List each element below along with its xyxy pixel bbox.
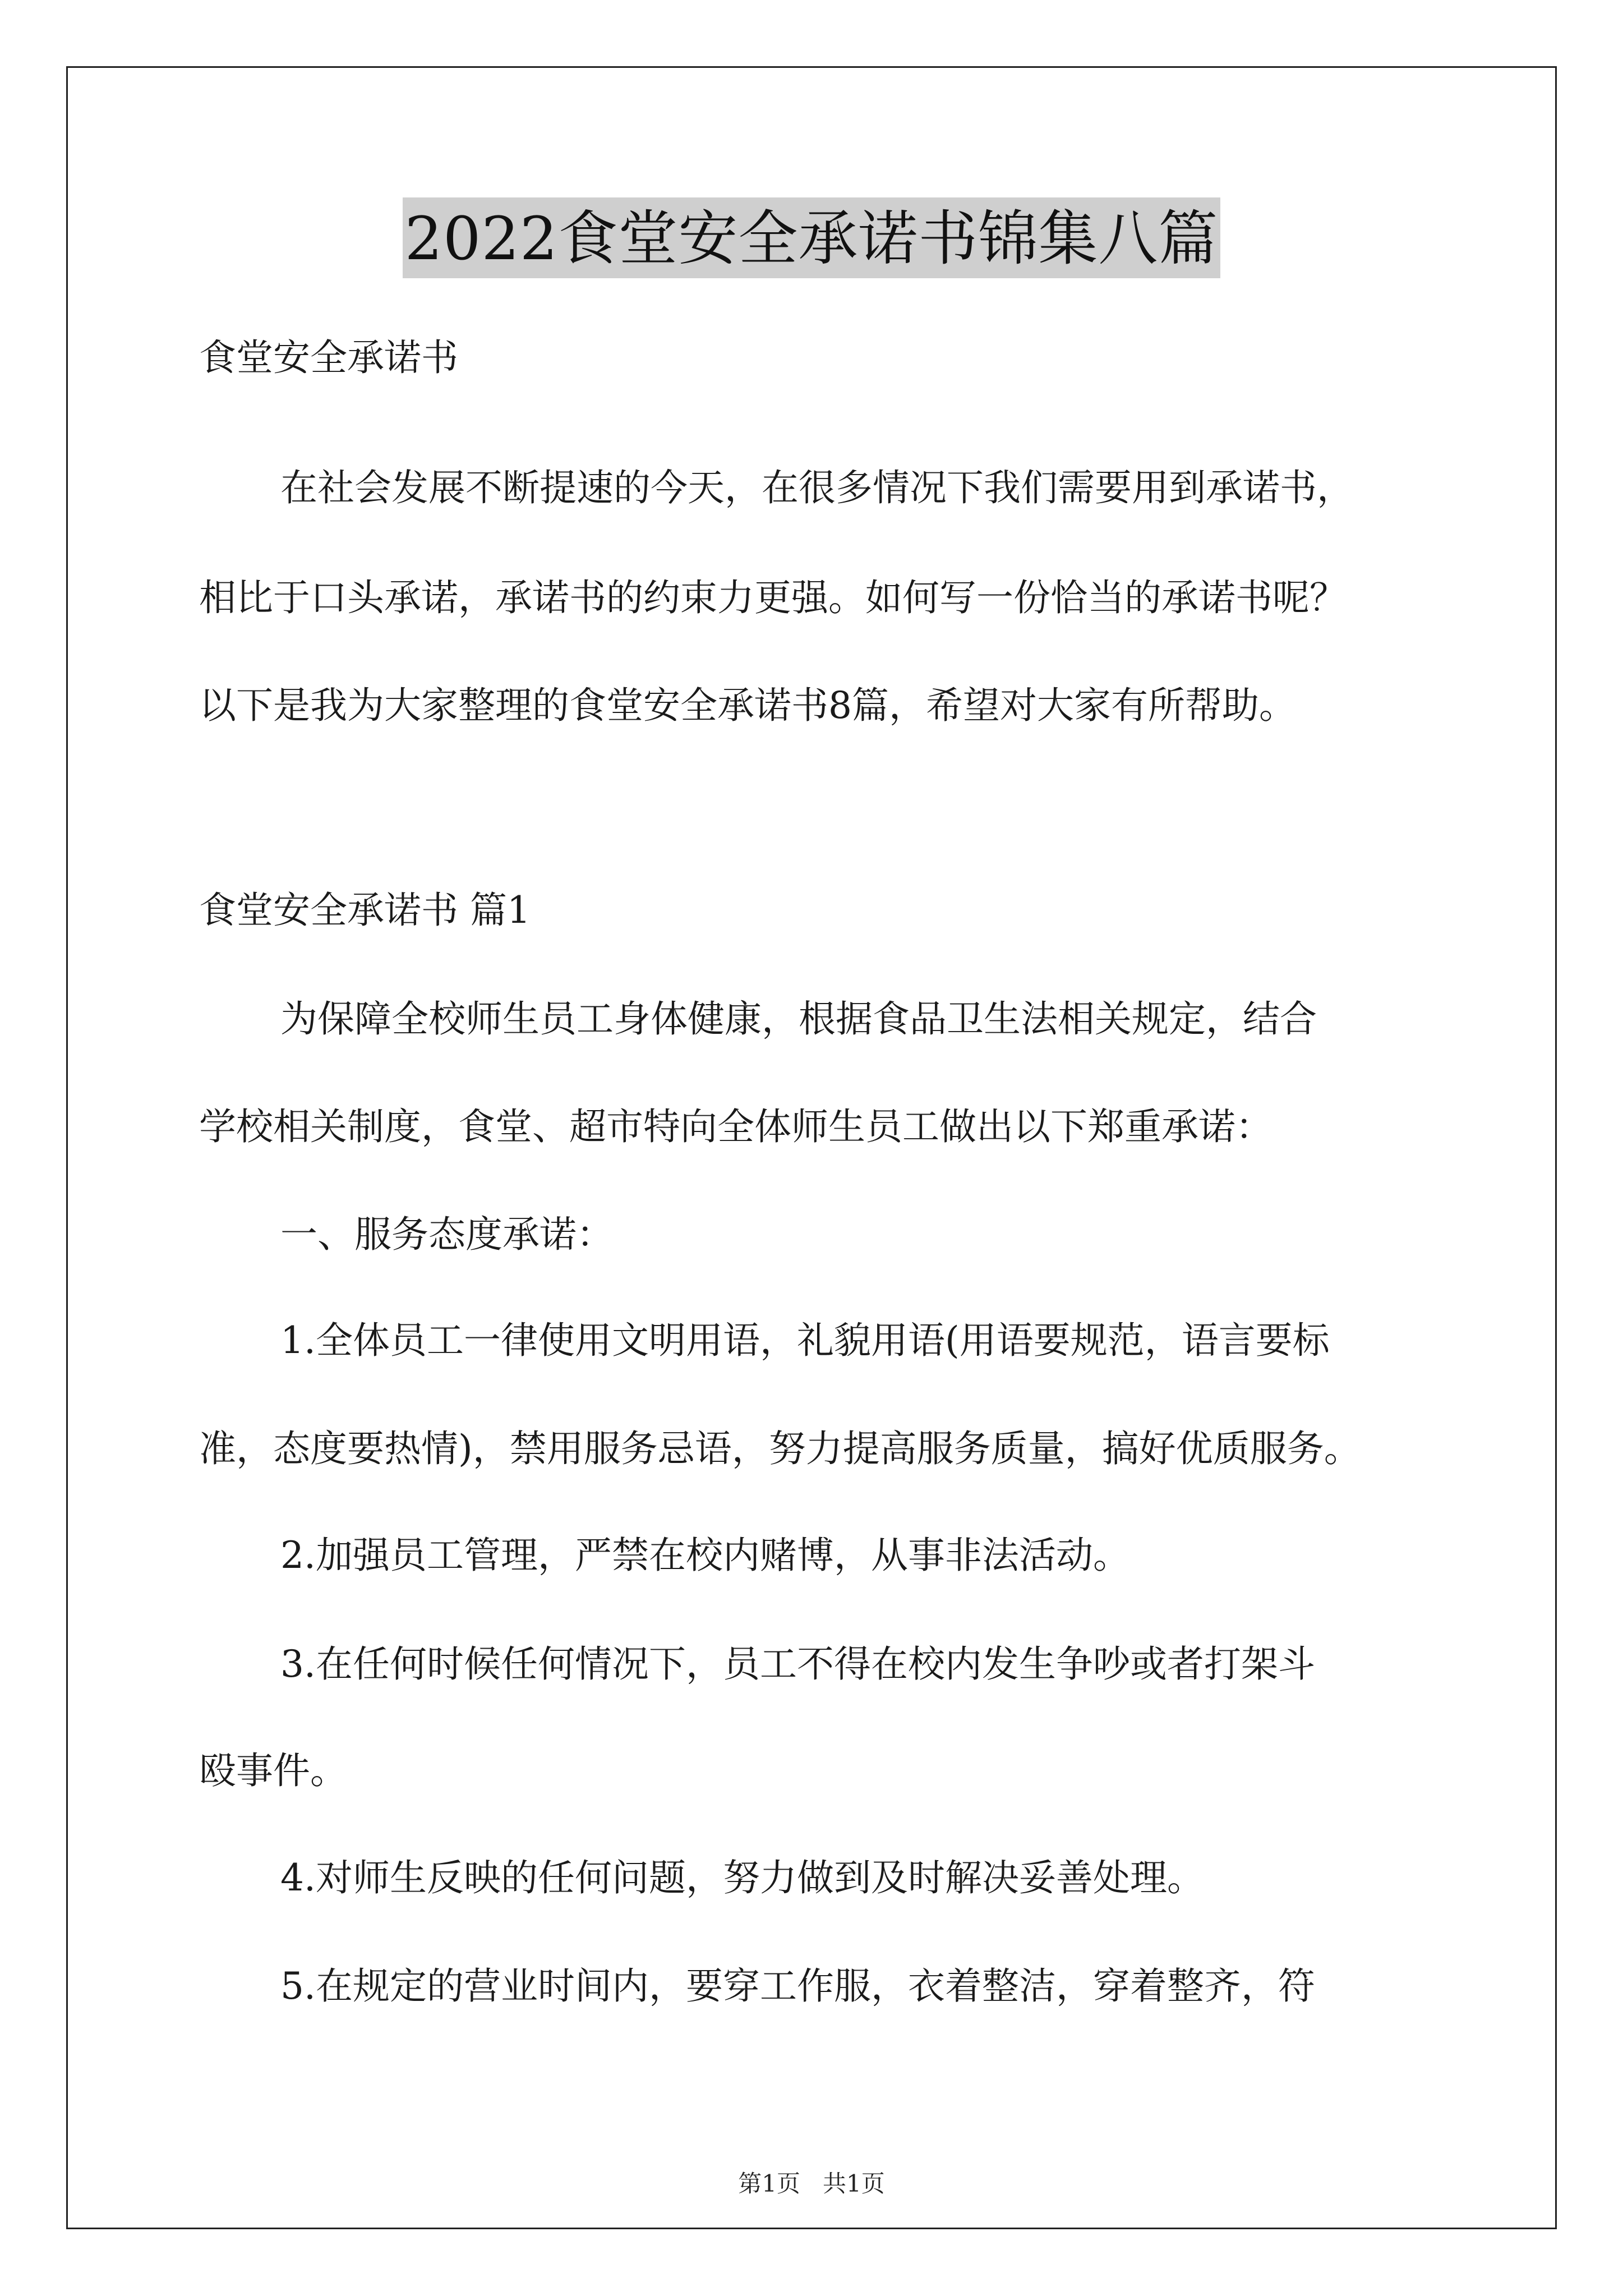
paragraph-line: 为保障全校师生员工身体健康，根据食品卫生法相关规定，结合 [280,997,1317,1041]
paragraph-line: 学校相关制度，食堂、超市特向全体师生员工做出以下郑重承诺： [199,1105,1272,1148]
document-title: 2022食堂安全承诺书锦集八篇 [403,197,1221,278]
paragraph-line: 一、服务态度承诺： [280,1213,614,1256]
section-heading: 食堂安全承诺书 [199,336,458,379]
paragraph-line: 以下是我为大家整理的食堂安全承诺书8篇，希望对大家有所帮助。 [199,684,1296,727]
paragraph-line: 4.对师生反映的任何问题，努力做到及时解决妥善处理。 [280,1856,1204,1899]
paragraph-line: 1.全体员工一律使用文明用语，礼貌用语(用语要规范，语言要标 [280,1319,1330,1362]
paragraph-line: 相比于口头承诺，承诺书的约束力更强。如何写一份恰当的承诺书呢？ [199,576,1347,619]
paragraph-line: 2.加强员工管理，严禁在校内赌博，从事非法活动。 [280,1534,1130,1577]
paragraph-line: 5.在规定的营业时间内，要穿工作服，衣着整洁，穿着整齐，符 [280,1964,1315,2008]
paragraph-line: 殴事件。 [199,1749,347,1792]
paragraph-line: 准，态度要热情)，禁用服务忌语，努力提高服务质量，搞好优质服务。 [199,1427,1361,1470]
paragraph-line: 在社会发展不断提速的今天，在很多情况下我们需要用到承诺书， [280,466,1354,509]
title-container [0,197,1623,278]
section-heading: 食堂安全承诺书 篇1 [199,889,531,932]
paragraph-line: 3.在任何时候任何情况下，员工不得在校内发生争吵或者打架斗 [280,1642,1315,1686]
page-footer: 第1页 共1页 [738,2170,885,2197]
